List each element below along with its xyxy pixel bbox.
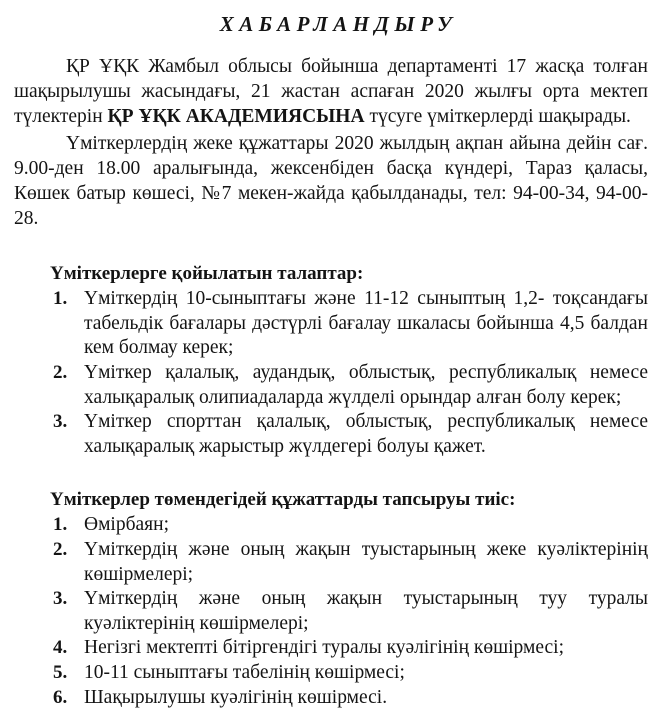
list-item: Шақырылушы куәлігінің көшірмесі. xyxy=(50,686,648,710)
paragraph-intro-lead: ҚР ҰҚК Жамбыл облысы бойынша департаменті 17 жасқа толған шақырылушы жасындағы, 21 жастан аспаған 2020 жылғы орта мектеп түлектерін xyxy=(14,56,648,127)
requirements-list xyxy=(50,287,648,459)
section-documents xyxy=(50,488,648,710)
list-item: Негізгі мектепті бітіргендігі туралы куәлігінің көшірмесі; xyxy=(50,636,648,661)
list-item: Үміткердің және оның жақын туыстарының жеке куәліктерінің көшірмелері; xyxy=(50,538,648,587)
documents-list xyxy=(50,513,648,710)
document-page xyxy=(0,12,659,641)
page-title: ХАБАРЛАНДЫРУ xyxy=(0,12,659,37)
section-requirements-heading: Үміткерлерге қойылатын талаптар: xyxy=(50,262,648,286)
section-documents-heading: Үміткерлер төмендегідей құжаттарды тапсыруы тиіс: xyxy=(50,488,648,512)
paragraph-intro xyxy=(14,54,648,129)
list-item: Үміткердің және оның жақын туыстарының туу туралы куәліктерінің көшірмелері; xyxy=(50,587,648,636)
list-item: Үміткердің 10-сыныптағы және 11-12 сыныптың 1,2- тоқсандағы табельдік бағалары дәстүрлі бағалау шкаласы бойынша 4,5 балдан кем болмау керек; xyxy=(50,287,648,361)
list-item: Өмірбаян; xyxy=(50,513,648,538)
body-text-block xyxy=(0,54,659,231)
section-requirements xyxy=(50,262,648,459)
paragraph-submission: Үміткерлердің жеке құжаттары 2020 жылдың ақпан айына дейін сағ. 9.00-ден 18.00 аралығында, жексенбіден басқа күндері, Тараз қаласы, Көшек батыр көшесі, №7 мекен-жайда қабылданады, тел: 94-00-34, 94-00-28. xyxy=(14,131,648,231)
list-item: Үміткер спорттан қалалық, облыстық, республикалық немесе халықаралық жарыстыр жүлдегері болуы қажет. xyxy=(50,410,648,459)
list-item: 10-11 сыныптағы табелінің көшірмесі; xyxy=(50,661,648,686)
academy-name-bold: ҚР ҰҚК АКАДЕМИЯСЫНА xyxy=(108,106,365,127)
paragraph-intro-tail: түсуге үміткерлерді шақырады. xyxy=(365,106,631,127)
list-item: Үміткер қалалық, аудандық, облыстық, республикалық немесе халықаралық олипиадаларда жүлделі орындар алған болу керек; xyxy=(50,361,648,410)
